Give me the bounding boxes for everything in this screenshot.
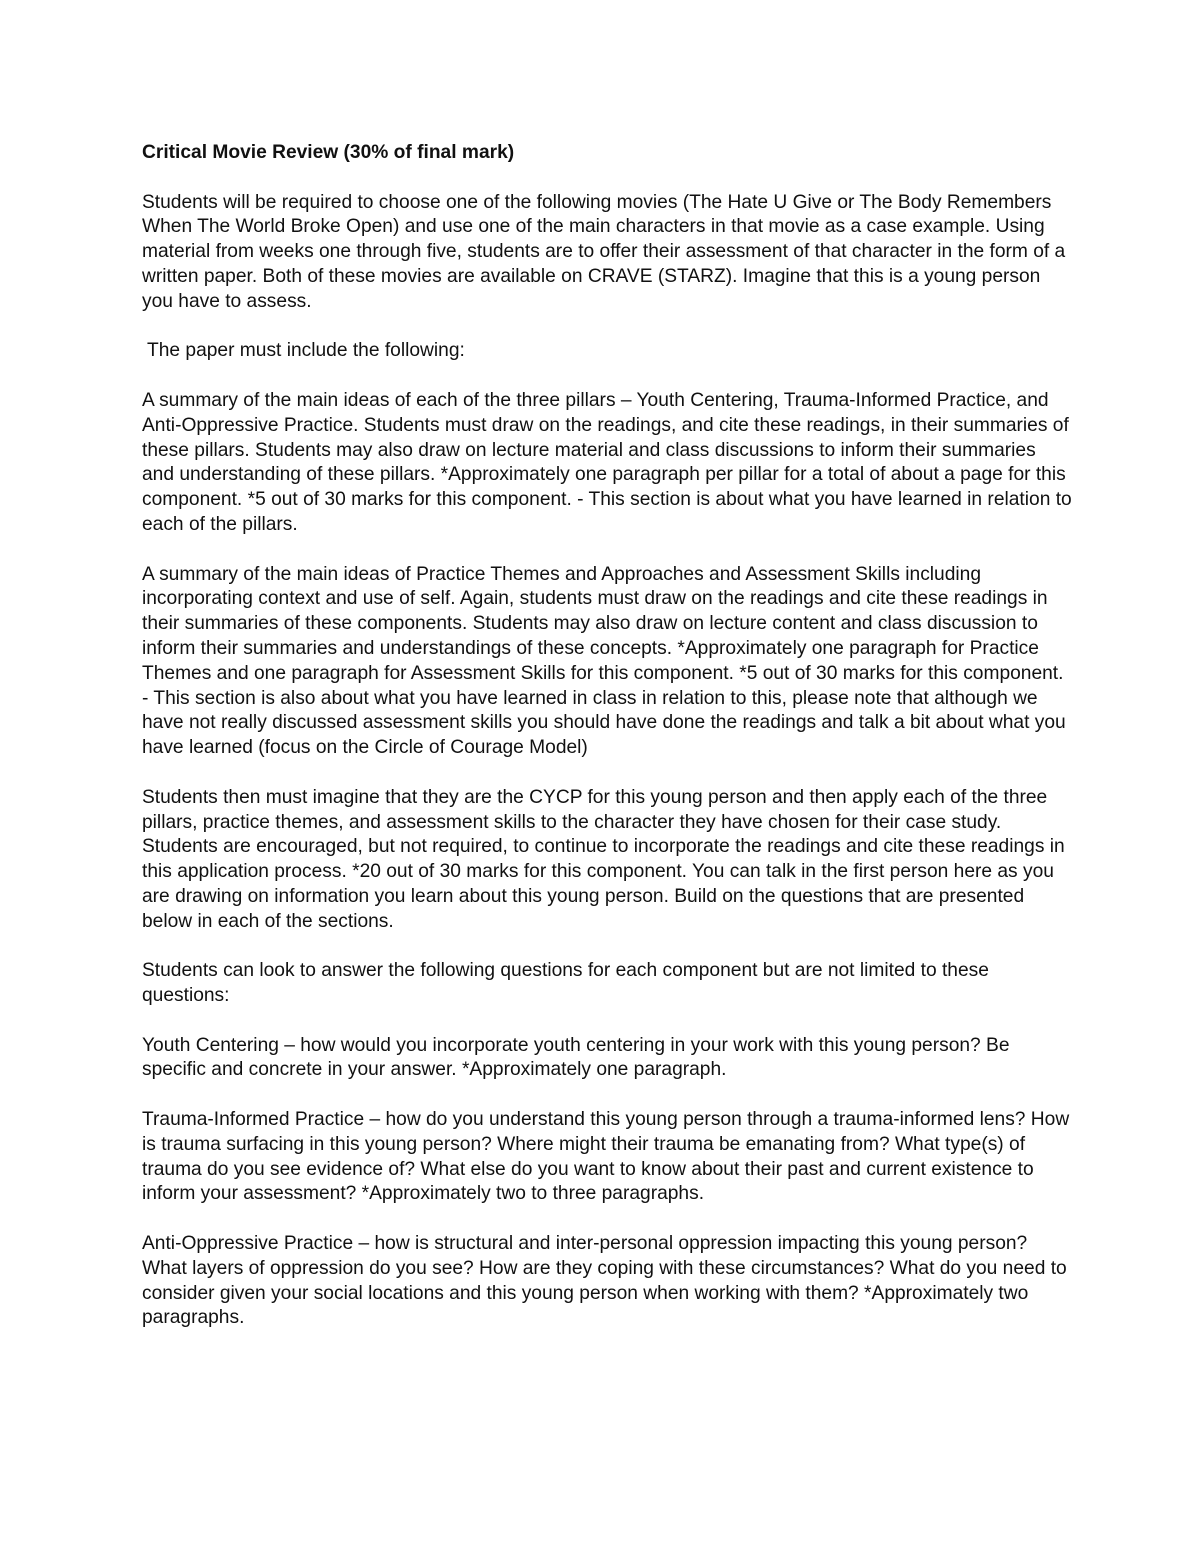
document-title: Critical Movie Review (30% of final mark)	[142, 142, 515, 163]
youth-centering-question: Youth Centering – how would you incorporate youth centering in your work with this young person? Be specific and concrete in your answer. *Approximately one paragraph.	[142, 1034, 1010, 1081]
document-page	[142, 141, 1072, 1356]
anti-oppressive-question: Anti-Oppressive Practice – how is structural and inter-personal oppression impacting this young person? What layers of oppression do you see? How are they coping with these circumstances? What do you need to consider given your social locations and this young person when working with them? *Approximately two paragraphs.	[142, 1233, 1067, 1329]
requirements-lead-in: The paper must include the following:	[147, 340, 465, 362]
practice-themes-summary-paragraph: A summary of the main ideas of Practice Themes and Approaches and Assessment Skills including incorporating context and use of self. Again, students must draw on the readings and cite these readings in their summaries of these components. Students may also draw on lecture content and class discussion to inform their summaries and understandings of these concepts. *Approximately one paragraph for Practice Themes and one paragraph for Assessment Skills for this component. *5 out of 30 marks for this component. - This section is also about what you have learned in class in relation to this, please note that although we have not really discussed assessment skills you should have done the readings and talk a bit about what you have learned (focus on the Circle of Courage Model)	[142, 563, 1066, 759]
questions-intro-paragraph: Students can look to answer the following questions for each component but are not limited to these questions:	[142, 960, 989, 1007]
pillars-summary-paragraph: A summary of the main ideas of each of the three pillars – Youth Centering, Trauma-Informed Practice, and Anti-Oppressive Practice. Students must draw on the readings, and cite these readings, in their summaries of these pillars. Students may also draw on lecture material and class discussions to inform their summaries and understanding of these pillars. *Approximately one paragraph per pillar for a total of about a page for this component. *5 out of 30 marks for this component. - This section is about what you have learned in relation to each of the pillars.	[142, 389, 1072, 535]
trauma-informed-question: Trauma-Informed Practice – how do you understand this young person through a trauma-informed lens? How is trauma surfacing in this young person? Where might their trauma be emanating from? What type(s) of trauma do you see evidence of? What else do you want to know about their past and current existence to inform your assessment? *Approximately two to three paragraphs.	[142, 1109, 1070, 1205]
application-paragraph: Students then must imagine that they are the CYCP for this young person and then apply each of the three pillars, practice themes, and assessment skills to the character they have chosen for their case study. Students are encouraged, but not required, to continue to incorporate the readings and cite these readings in this application process. *20 out of 30 marks for this component. You can talk in the first person here as you are drawing on information you learn about this young person. Build on the questions that are presented below in each of the sections.	[142, 786, 1065, 932]
intro-paragraph: Students will be required to choose one of the following movies (The Hate U Give or The Body Remembers When The World Broke Open) and use one of the main characters in that movie as a case example. Using material from weeks one through five, students are to offer their assessment of that character in the form of a written paper. Both of these movies are available on CRAVE (STARZ). Imagine that this is a young person you have to assess.	[142, 191, 1066, 312]
